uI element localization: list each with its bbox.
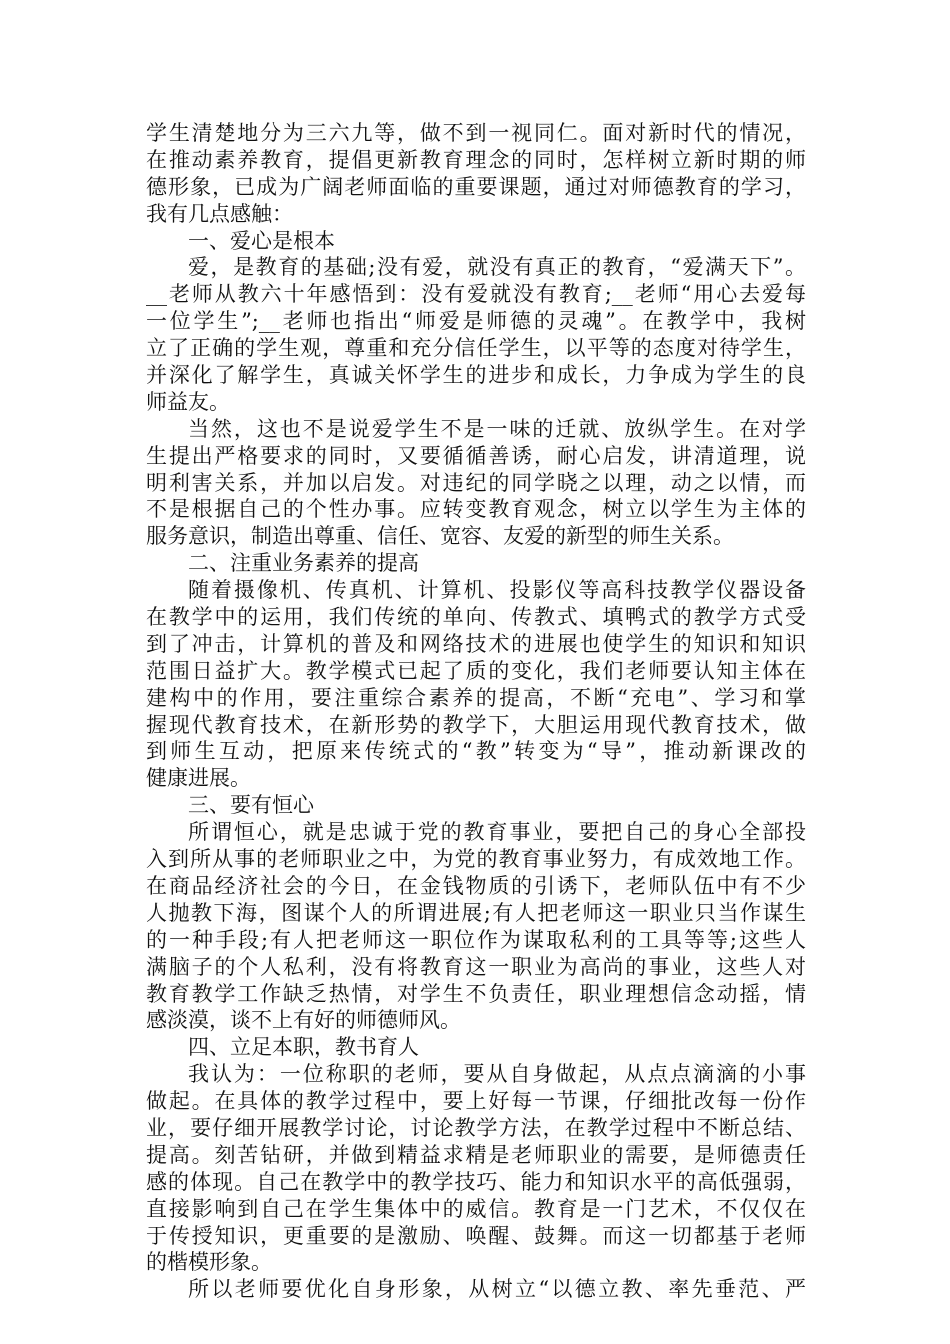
text-line: 提高。刻苦钻研，并做到精益求精是老师职业的需要，是师德责任 <box>146 1142 806 1167</box>
text-line: 德形象，已成为广阔老师面临的重要课题，通过对师德教育的学习， <box>146 174 806 199</box>
text-line: __老师从教六十年感悟到：没有爱就没有教育;__老师“用心去爱每 <box>146 282 806 307</box>
section-heading: 四、立足本职，教书育人 <box>188 1035 419 1060</box>
text-line: 入到所从事的老师职业之中，为党的教育事业努力，有成效地工作。 <box>146 847 806 872</box>
text-line: 的楷模形象。 <box>146 1250 272 1275</box>
text-line: 爱，是教育的基础;没有爱，就没有真正的教育，“爱满天下”。 <box>188 255 806 280</box>
text-line: 在教学中的运用，我们传统的单向、传教式、填鸭式的教学方式受 <box>146 605 806 630</box>
text-line: 感淡漠，谈不上有好的师德师风。 <box>146 1008 461 1033</box>
text-line: 师益友。 <box>146 389 230 414</box>
text-line: 所以老师要优化自身形象，从树立“以德立教、率先垂范、严 <box>188 1277 806 1302</box>
text-line: 在推动素养教育，提倡更新教育理念的同时，怎样树立新时期的师 <box>146 147 806 172</box>
text-line: 不是根据自己的个性办事。应转变教育观念，树立以学生为主体的 <box>146 497 806 522</box>
text-line: 明利害关系，并加以启发。对违纪的同学晓之以理，动之以情，而 <box>146 470 806 495</box>
text-line: 所谓恒心，就是忠诚于党的教育事业，要把自己的身心全部投 <box>188 820 806 845</box>
text-line: 我有几点感触： <box>146 201 293 226</box>
text-line: 立了正确的学生观，尊重和充分信任学生，以平等的态度对待学生， <box>146 336 806 361</box>
text-line: 业，要仔细开展教学讨论，讨论教学方法，在教学过程中不断总结、 <box>146 1115 806 1140</box>
text-line: 满脑子的个人私利，没有将教育这一职业为高尚的事业，这些人对 <box>146 954 806 979</box>
text-line: 随着摄像机、传真机、计算机、投影仪等高科技教学仪器设备 <box>188 578 806 603</box>
section-heading: 一、爱心是根本 <box>188 228 335 253</box>
text-line: 生提出严格要求的同时，又要循循善诱，耐心启发，讲清道理，说 <box>146 443 806 468</box>
text-line: 范围日益扩大。教学模式已起了质的变化，我们老师要认知主体在 <box>146 658 806 683</box>
text-line: 感的体现。自己在教学中的教学技巧、能力和知识水平的高低强弱， <box>146 1169 806 1194</box>
text-line: 服务意识，制造出尊重、信任、宽容、友爱的新型的师生关系。 <box>146 524 734 549</box>
text-line: 建构中的作用，要注重综合素养的提高，不断“充电”、学习和掌 <box>146 685 806 710</box>
text-line: 到师生互动，把原来传统式的“教”转变为“导”，推动新课改的 <box>146 739 806 764</box>
text-line: 握现代教育技术，在新形势的教学下，大胆运用现代教育技术，做 <box>146 712 806 737</box>
text-line: 的一种手段;有人把老师这一职位作为谋取私利的工具等等;这些人 <box>146 927 806 952</box>
section-heading: 三、要有恒心 <box>188 793 314 818</box>
text-line: 人抛教下海，图谋个人的所谓进展;有人把老师这一职业只当作谋生 <box>146 900 806 925</box>
text-line: 做起。在具体的教学过程中，要上好每一节课，仔细批改每一份作 <box>146 1089 806 1114</box>
text-line: 一位学生”;__老师也指出“师爱是师德的灵魂”。在教学中，我树 <box>146 309 806 334</box>
text-line: 到了冲击，计算机的普及和网络技术的进展也使学生的知识和知识 <box>146 631 806 656</box>
text-line: 于传授知识，更重要的是激励、唤醒、鼓舞。而这一切都基于老师 <box>146 1223 806 1248</box>
text-line: 我认为：一位称职的老师，要从自身做起，从点点滴滴的小事 <box>188 1062 806 1087</box>
text-line: 学生清楚地分为三六九等，做不到一视同仁。面对新时代的情况， <box>146 121 806 145</box>
text-line: 直接影响到自己在学生集体中的威信。教育是一门艺术，不仅仅在 <box>146 1196 806 1221</box>
text-line: 在商品经济社会的今日，在金钱物质的引诱下，老师队伍中有不少 <box>146 873 806 898</box>
text-line: 健康进展。 <box>146 766 251 791</box>
text-line: 当然，这也不是说爱学生不是一味的迁就、放纵学生。在对学 <box>188 416 806 441</box>
document-body <box>146 120 806 1303</box>
section-heading: 二、注重业务素养的提高 <box>188 551 419 576</box>
text-line: 并深化了解学生，真诚关怀学生的进步和成长，力争成为学生的良 <box>146 363 806 388</box>
text-line: 教育教学工作缺乏热情，对学生不负责任，职业理想信念动摇，情 <box>146 981 806 1006</box>
